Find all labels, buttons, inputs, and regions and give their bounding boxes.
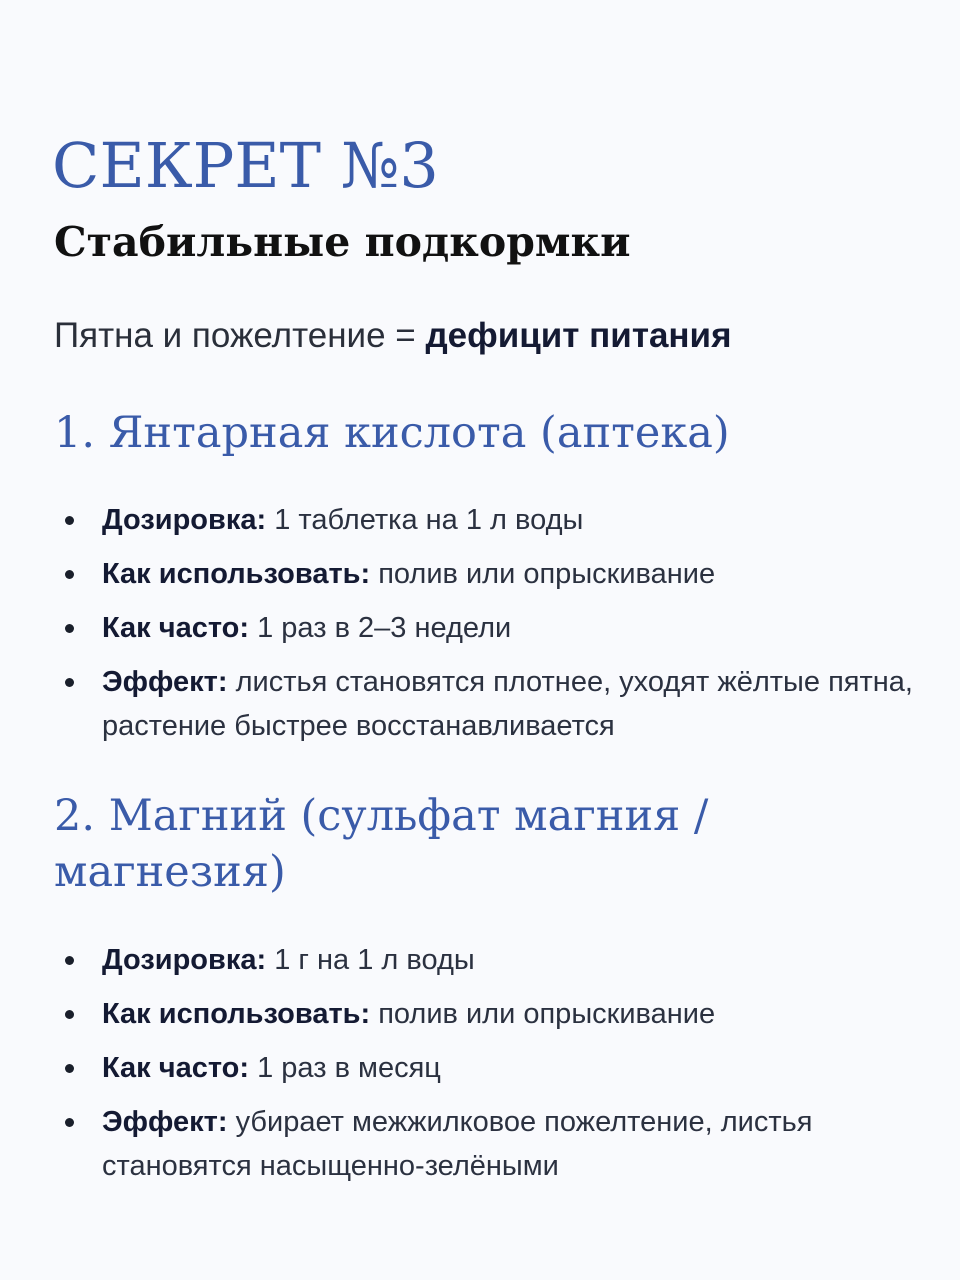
list-item-text: 1 раз в месяц (249, 1052, 441, 1084)
list-item-text: полив или опрыскивание (370, 558, 716, 590)
list-item-label: Как использовать: (102, 998, 371, 1030)
list-item (54, 1046, 914, 1090)
list-item (54, 1100, 914, 1188)
list-item-text: 1 г на 1 л воды (266, 944, 475, 976)
list-item-label: Эффект: (102, 666, 228, 698)
list-item-text: 1 таблетка на 1 л воды (266, 504, 584, 536)
list-item (54, 552, 914, 596)
page-subtitle: Стабильные подкормки (54, 218, 631, 266)
lead-text (54, 312, 732, 360)
section-heading-magnesium: 2. Магний (сульфат магния / магнезия) (54, 791, 709, 897)
list-item-label: Эффект: (102, 1106, 228, 1138)
list-item-text: убирает межжилковое пожелтение, листья становятся насыщенно-зелёными (102, 1106, 813, 1182)
list-item (54, 992, 914, 1036)
succinic-acid-list (54, 498, 914, 758)
list-item (54, 498, 914, 542)
list-item-text: 1 раз в 2–3 недели (249, 612, 512, 644)
list-item-text: полив или опрыскивание (370, 998, 716, 1030)
list-item (54, 606, 914, 650)
list-item (54, 660, 914, 748)
page-title: СЕКРЕТ №3 (52, 129, 439, 202)
lead-bold: дефицит питания (425, 316, 732, 355)
magnesium-list (54, 938, 914, 1198)
list-item-label: Как часто: (102, 1052, 250, 1084)
list-item-label: Как использовать: (102, 558, 371, 590)
list-item-label: Как часто: (102, 612, 250, 644)
list-item-label: Дозировка: (102, 504, 267, 536)
section-heading-succinic-acid: 1. Янтарная кислота (аптека) (54, 408, 730, 458)
list-item-text: листья становятся плотнее, уходят жёлтые пятна, растение быстрее восстанавливается (102, 666, 913, 742)
lead-plain: Пятна и пожелтение = (54, 316, 426, 355)
list-item-label: Дозировка: (102, 944, 267, 976)
list-item (54, 938, 914, 982)
